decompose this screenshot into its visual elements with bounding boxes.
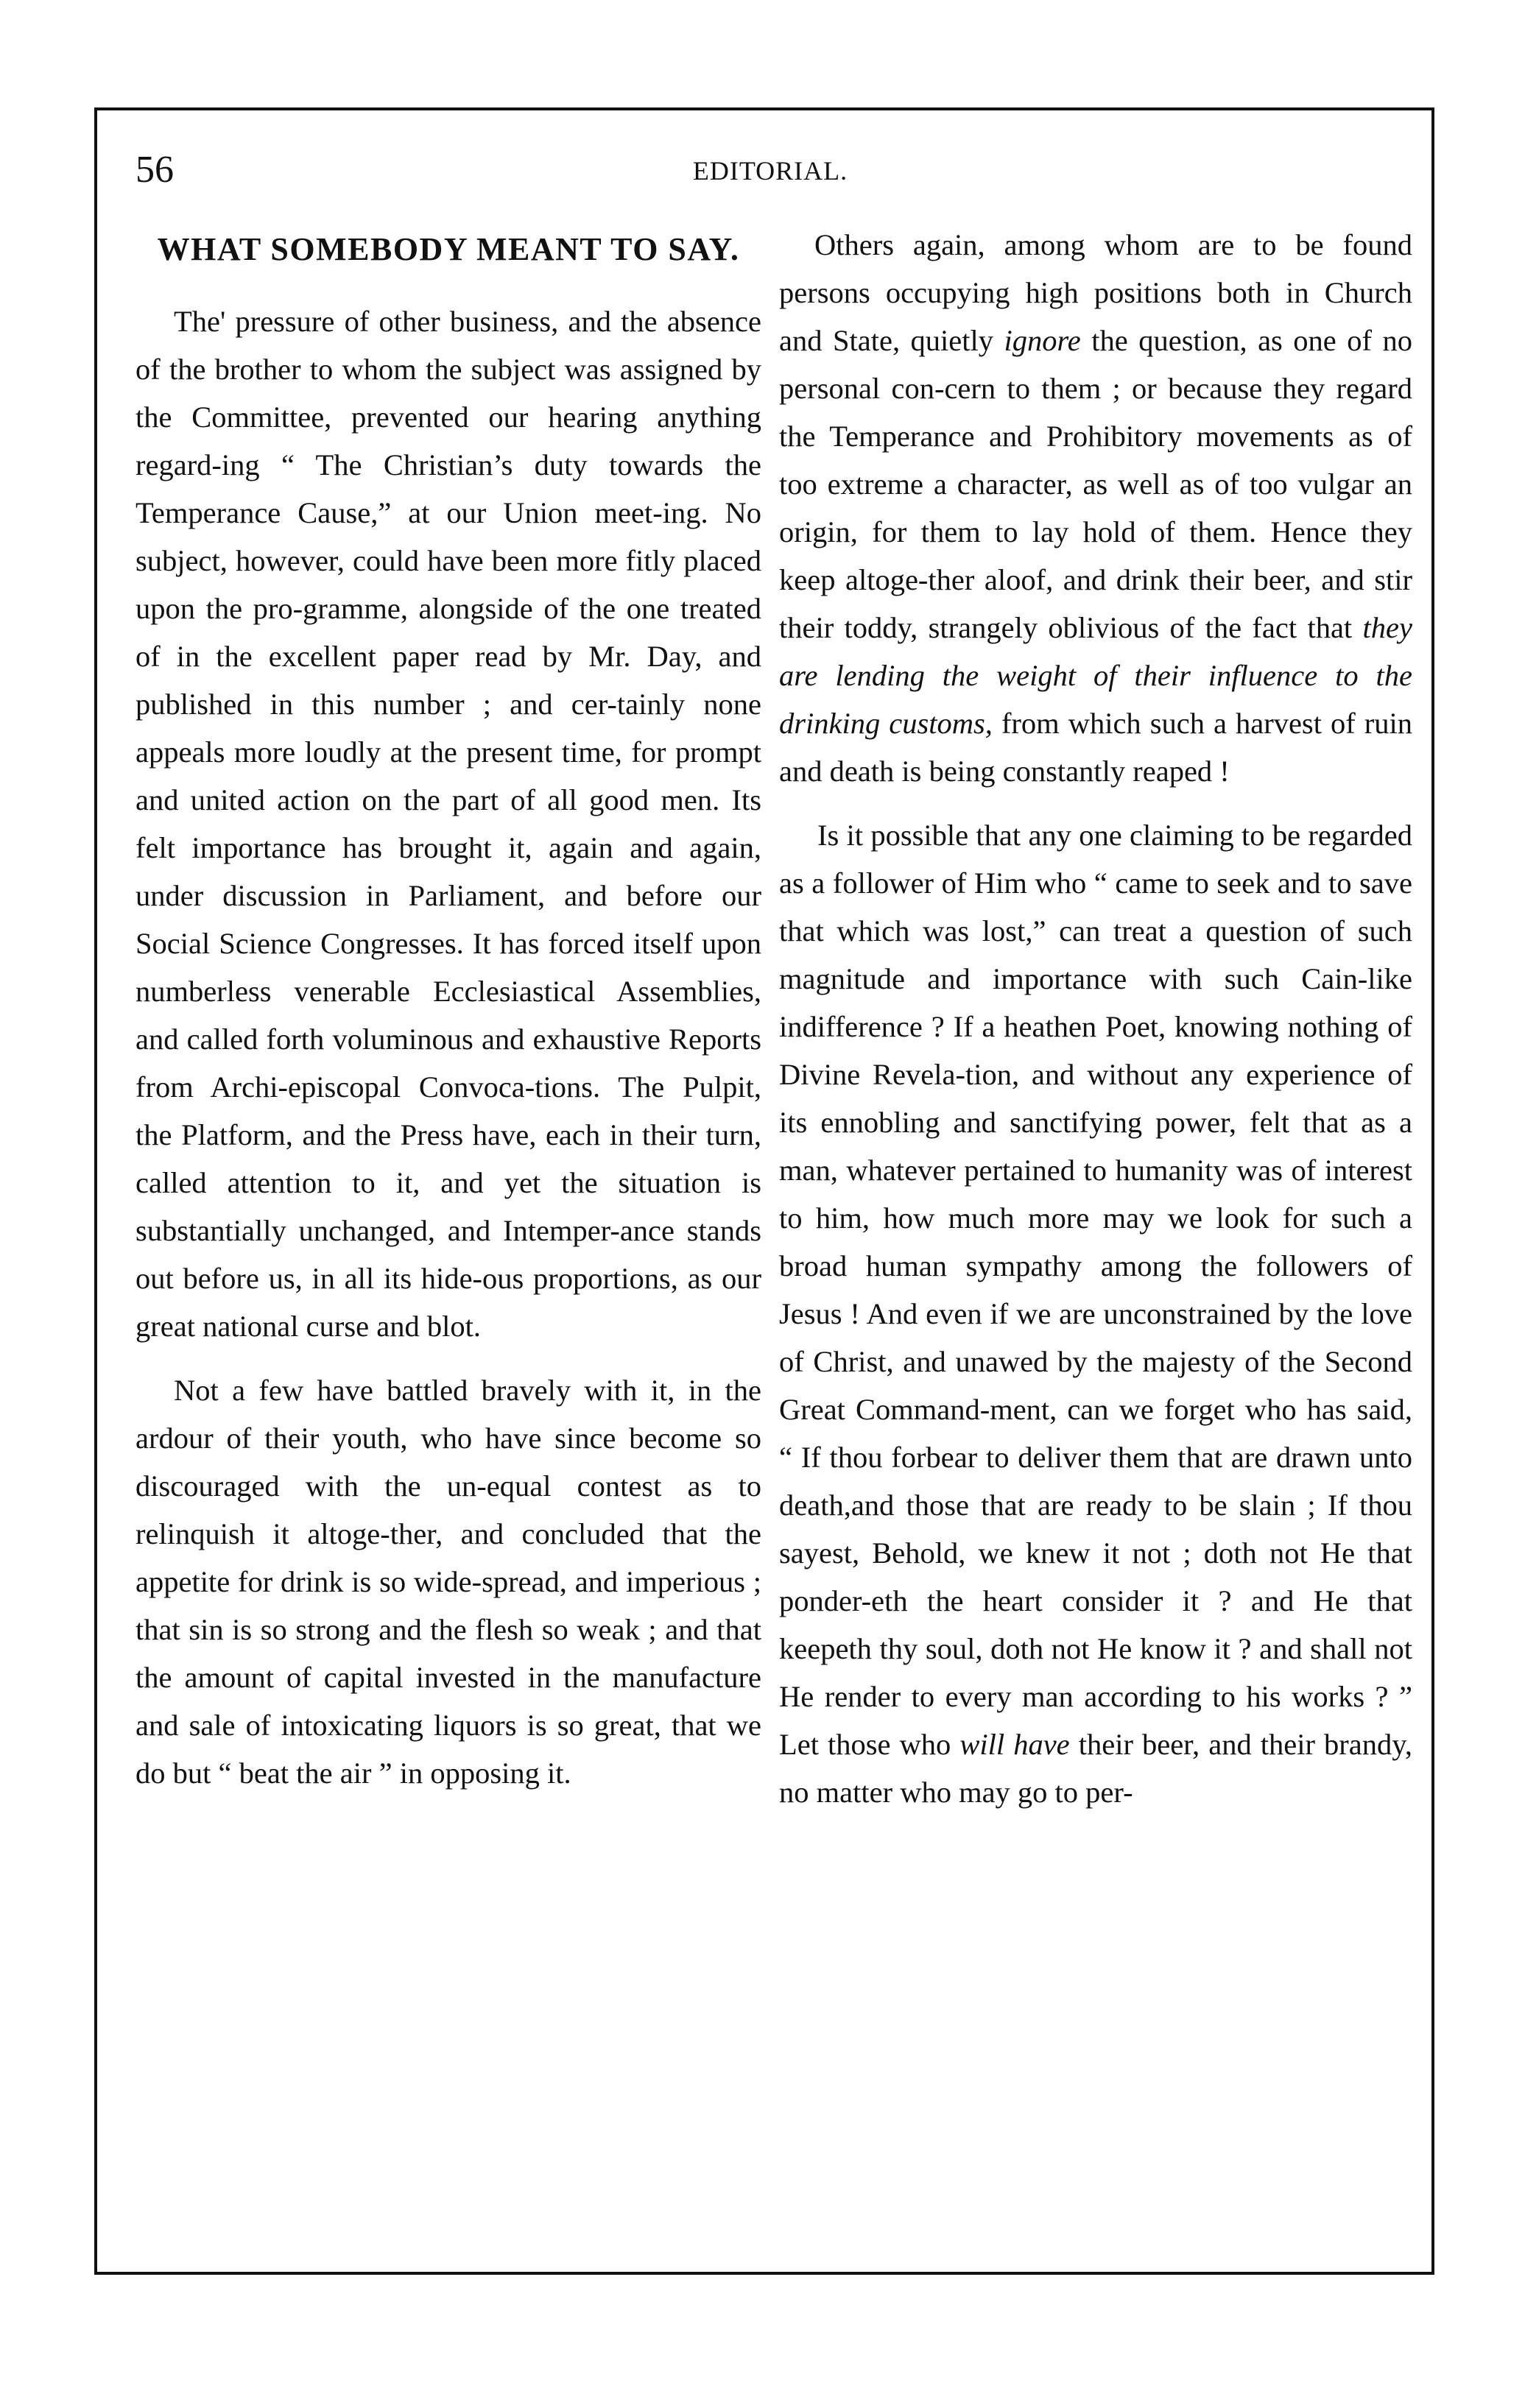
paragraph	[779, 811, 1412, 1816]
running-head	[130, 144, 1411, 196]
bottom-rule	[94, 2272, 1434, 2275]
text-run: Others again, among whom are to be found persons occupying high positions both in Church and State, quietly	[779, 228, 1412, 357]
italic-run: they are lending the weight of their influence to the drinking customs,	[779, 611, 1412, 740]
section-title: EDITORIAL.	[692, 156, 848, 186]
page-number: 56	[135, 149, 174, 191]
italic-run: will have	[959, 1728, 1070, 1761]
text-run: the question, as one of no personal con-cern to them ; or because they regard the Temperance and Prohibitory movements as of too extreme a character, as well as of too vulgar an origin, for them to lay hold of them. Hence they keep altoge-ther aloof, and drink their beer, and stir their toddy, strangely oblivious of the fact that	[779, 324, 1412, 644]
paragraph	[779, 221, 1412, 795]
text-run: from which such a harvest of ruin and death is being constantly reaped !	[779, 707, 1412, 788]
paragraph: Not a few have battled bravely with it, in the ardour of their youth, who have since become so discouraged with the un-equal contest as to relinquish it altoge-ther, and concluded that the appetite for drink is so wide-spread, and imperious ; that sin is so strong and the flesh so weak ; and that the amount of capital invested in the manufacture and sale of intoxicating liquors is so great, that we do but “ beat the air ” in opposing it.	[135, 1374, 761, 1790]
article-heading: WHAT SOMEBODY MEANT TO SAY.	[157, 231, 740, 267]
text-run: Is it possible that any one claiming to be regarded as a follower of Him who “ came to seek and to save that which was lost,” can treat a question of such magnitude and importance with such Cain-like indifference ? If a heathen Poet, knowing nothing of Divine Revela-tion, and without any experience of its ennobling and sanctifying power, felt that as a man, whatever pertained to humanity was of interest to him, how much more may we look for such a broad human sympathy among the followers of Jesus ! And even if we are unconstrained by the love of Christ, and unawed by the majesty of the Second Great Command-ment, can we forget who has said, “ If thou forbear to deliver them that are drawn unto death,and those that are ready to be slain ; If thou sayest, Behold, we knew it not ; doth not He that ponder-eth the heart consider it ? and He that keepeth thy soul, doth not He know it ? and shall not He render to every man according to his works ? ” Let those who	[779, 819, 1412, 1761]
text-run: their beer, and their brandy, no matter who may go to per-	[779, 1728, 1412, 1809]
italic-run: ignore	[1004, 324, 1081, 357]
left-column	[135, 221, 761, 1813]
paragraph: The' pressure of other business, and the absence of the brother to whom the subject was assigned by the Committee, prevented our hearing anything regard-ing “ The Christian’s duty towards the Temperance Cause,” at our Union meet-ing. No subject, however, could have been more fitly placed upon the pro-gramme, alongside of the one treated of in the excellent paper read by Mr. Day, and published in this number ; and cer-tainly none appeals more loudly at the present time, for prompt and united action on the part of all good men. Its felt importance has brought it, again and again, under discussion in Parliament, and before our Social Science Congresses. It has forced itself upon numberless venerable Ecclesiastical Assemblies, and called forth voluminous and exhaustive Reports from Archi-episcopal Convoca-tions. The Pulpit, the Platform, and the Press have, each in their turn, called attention to it, and yet the situation is substantially unchanged, and Intemper-ance stands out before us, in all its hide-ous proportions, as our great national curse and blot.	[135, 305, 761, 1343]
right-column	[779, 221, 1412, 1832]
